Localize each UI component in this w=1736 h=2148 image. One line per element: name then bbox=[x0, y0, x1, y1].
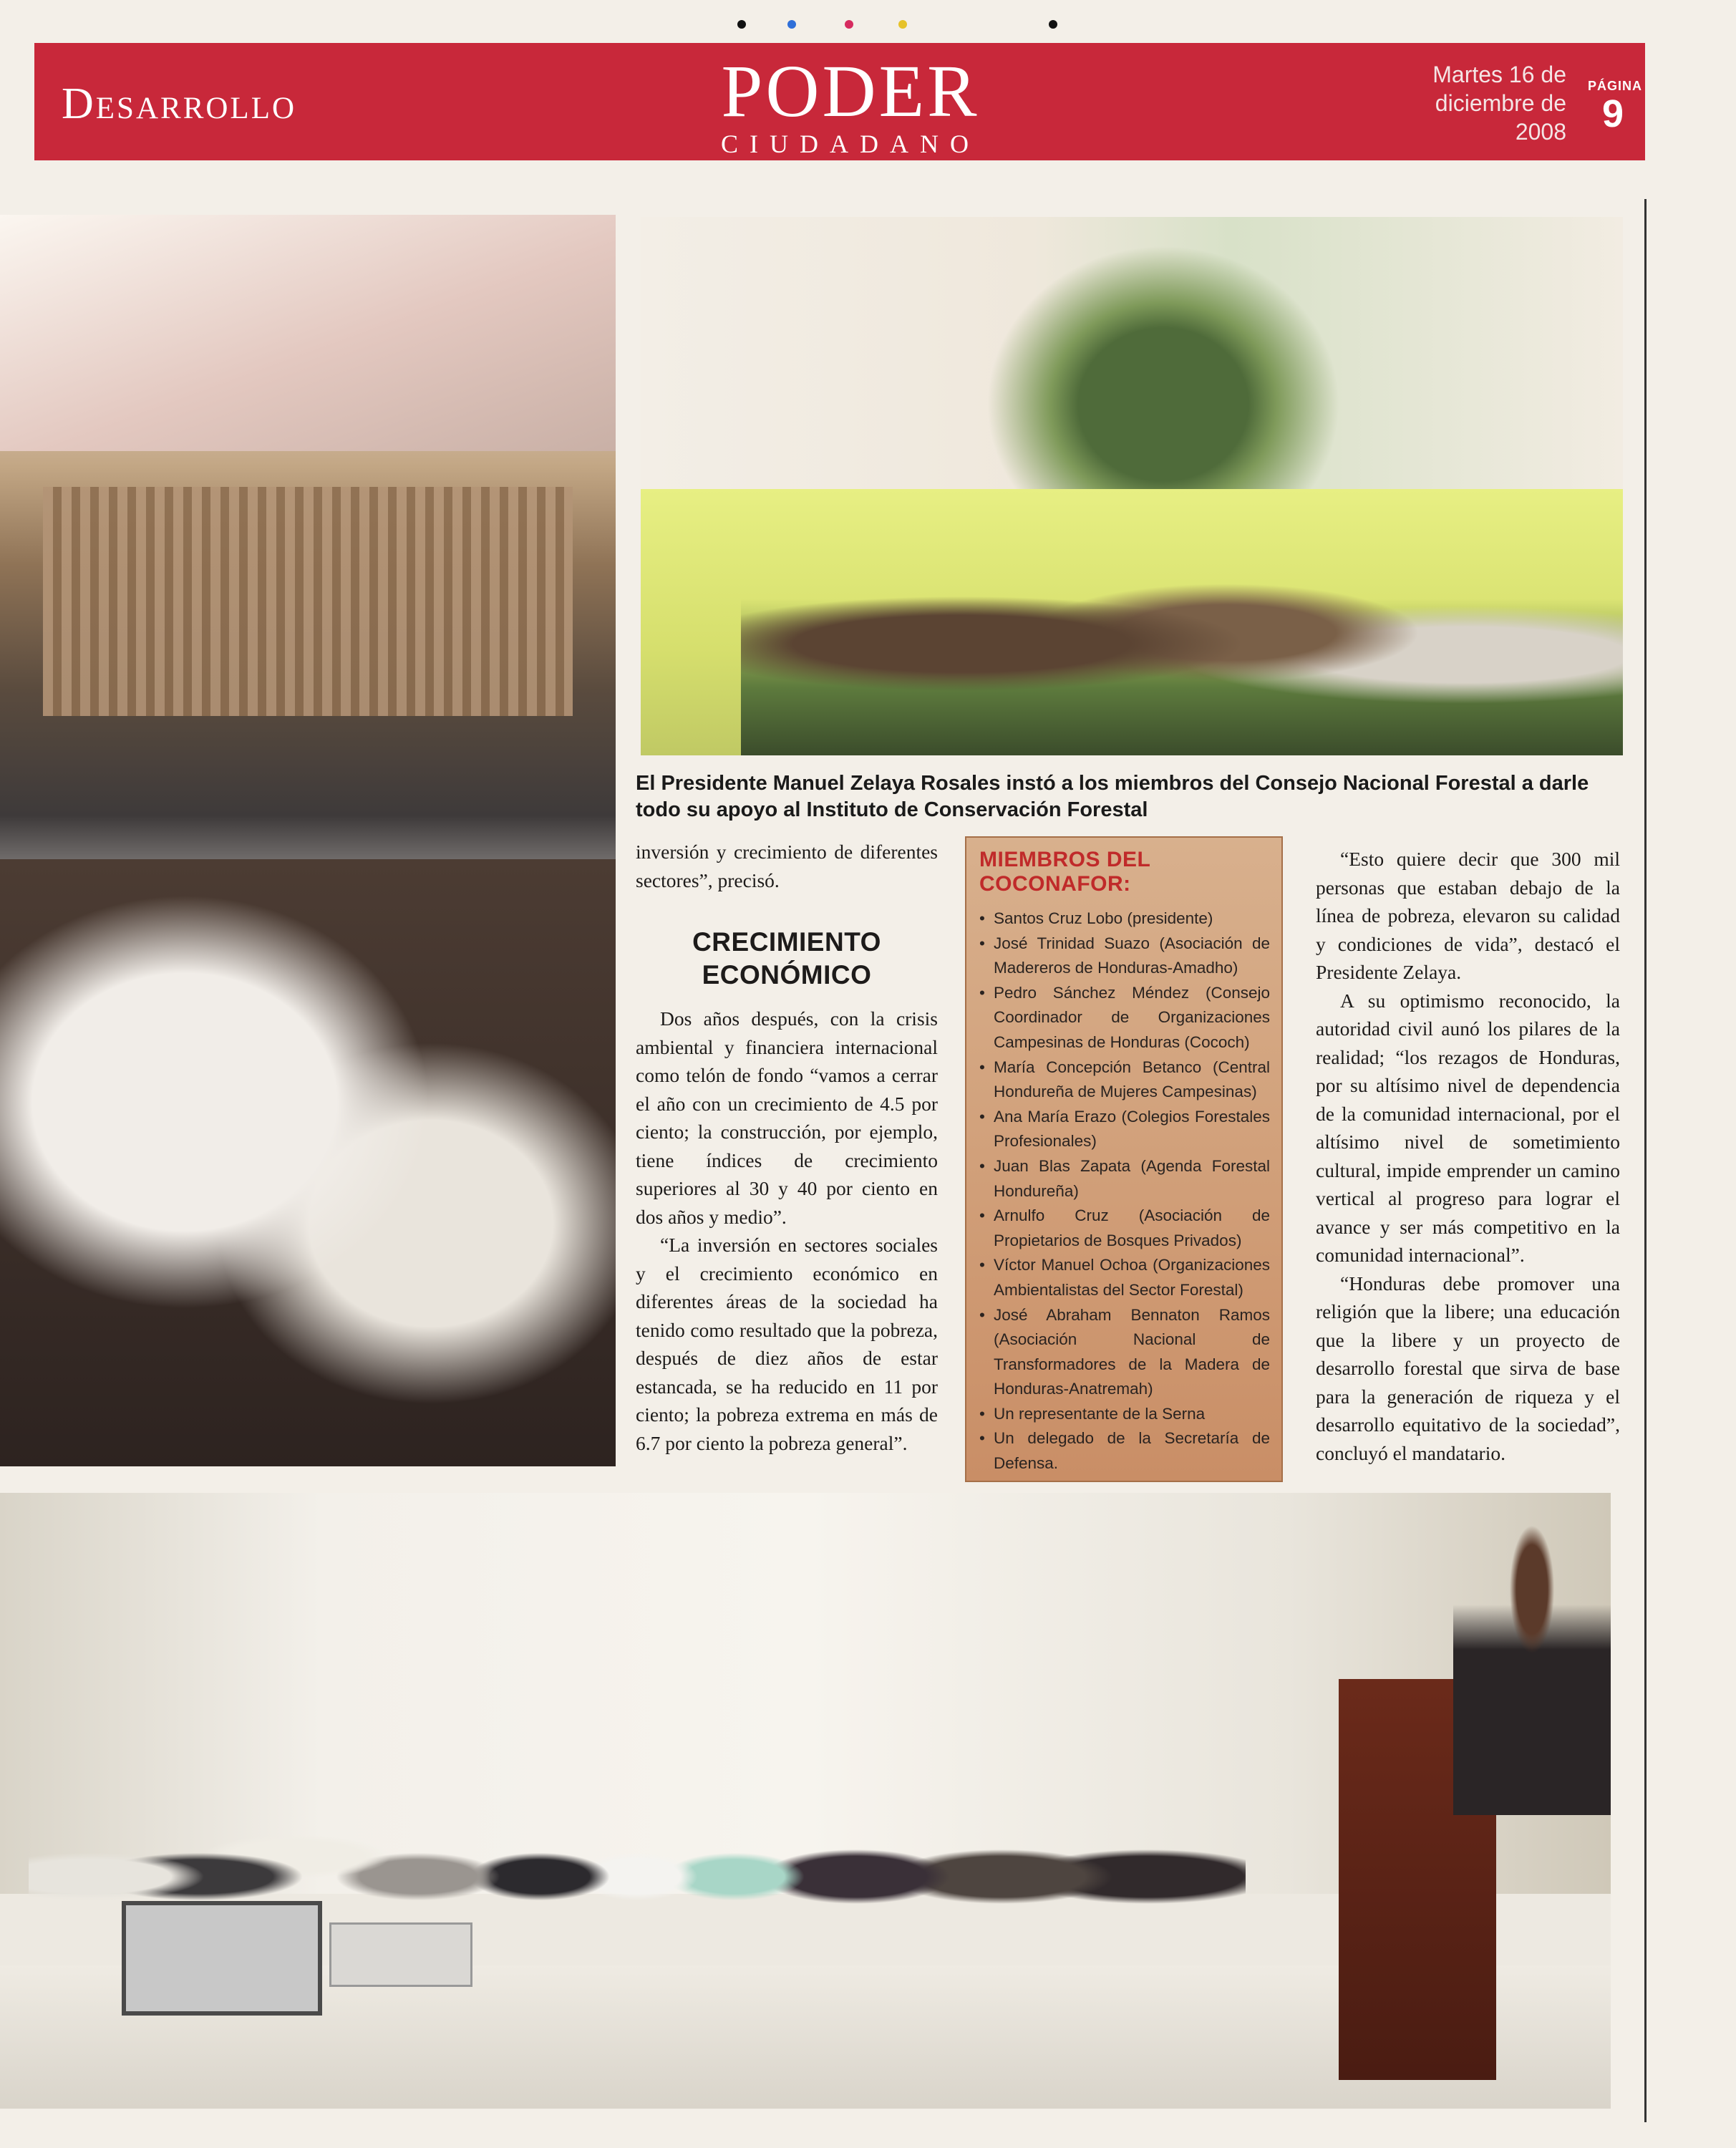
article-column-1 bbox=[636, 838, 938, 1457]
reg-dot bbox=[845, 20, 853, 29]
list-item: • María Concepción Betanco (Central Hondureña de Mujeres Campesinas) bbox=[979, 1055, 1270, 1105]
list-item: • Víctor Manuel Ochoa (Organizaciones Ambientalistas del Sector Forestal) bbox=[979, 1253, 1270, 1302]
section-title: Desarrollo bbox=[62, 79, 297, 128]
reg-dot bbox=[898, 20, 907, 29]
dateline bbox=[1416, 60, 1566, 146]
list-item: • José Trinidad Suazo (Asociación de Madereros de Honduras-Amadho) bbox=[979, 932, 1270, 981]
page-header bbox=[34, 43, 1645, 160]
logo-sub: CIUDADANO bbox=[721, 130, 980, 158]
page-label: PÁGINA bbox=[1588, 79, 1643, 93]
head-table-photo bbox=[641, 217, 1623, 755]
list-item: • Juan Blas Zapata (Agenda Forestal Hondureña) bbox=[979, 1154, 1270, 1204]
logo-main: PODER bbox=[721, 50, 980, 132]
list-item: • Ana María Erazo (Colegios Forestales Profesionales) bbox=[979, 1105, 1270, 1154]
paragraph: “Honduras debe promover una religión que la libere; una educación que la libere y un proyecto de desarrollo forestal que sirva de base para la generación de riqueza y el desarrollo equitativo de la sociedad”, concluyó el mandatario. bbox=[1316, 1272, 1620, 1464]
reg-dot bbox=[1049, 20, 1057, 29]
paragraph: Dos años después, con la crisis ambiental y financiera internacional como telón de fondo “vamos a cerrar el año con un crecimiento de 4.5 por ciento; la construcción, por ejemplo, tiene índices de crecimiento superiores al 30 y 40 por ciento en dos años y medio”. bbox=[636, 1007, 938, 1228]
audience-photo bbox=[0, 215, 616, 1466]
list-item: • Un delegado de la Secretaría de Defensa. bbox=[979, 1426, 1270, 1476]
sidebar-title: MIEMBROS DEL COCONAFOR: bbox=[979, 848, 1150, 896]
page-number: 9 bbox=[1601, 92, 1624, 135]
list-item: • Pedro Sánchez Méndez (Consejo Coordinador de Organizaciones Campesinas de Honduras (Cococh) bbox=[979, 981, 1270, 1055]
paragraph: A su optimismo reconocido, la autoridad civil aunó los pilares de la realidad; “los rezagos de Honduras, por su altísimo nivel de dependencia de la comunidad internacional, por el altísimo nivel de sometimiento cultural, impide emprender un camino vertical al progreso para lograr el avance y ser más competitivo en la comunidad internacional”. bbox=[1316, 989, 1620, 1266]
members-sidebar bbox=[965, 836, 1283, 1482]
paragraph: “Esto quiere decir que 300 mil personas que estaban debajo de la línea de pobreza, elevaron su calidad y condiciones de vida”, destacó el Presidente Zelaya. bbox=[1316, 848, 1620, 983]
list-item: • Arnulfo Cruz (Asociación de Propietarios de Bosques Privados) bbox=[979, 1204, 1270, 1253]
date-line-2: diciembre de bbox=[1435, 90, 1566, 116]
newspaper-logo bbox=[700, 50, 1001, 159]
list-item: • José Abraham Bennaton Ramos (Asociación Nacional de Transformadores de la Madera de Honduras-Anatremah) bbox=[979, 1303, 1270, 1402]
paragraph: “La inversión en sectores sociales y el crecimiento económico en diferentes áreas de la sociedad ha tenido como resultado que la pobreza, después de diez años de estar estancada, se ha reducido en 11 por ciento; la pobreza extrema en más de 6.7 por ciento la pobreza general”. bbox=[636, 1234, 938, 1454]
photo-caption: El Presidente Manuel Zelaya Rosales instó a los miembros del Consejo Nacional Forestal a darle todo su apoyo al Instituto de Conservación Forestal bbox=[636, 772, 1589, 821]
subhead bbox=[636, 926, 938, 992]
date-line-1: Martes 16 de bbox=[1432, 62, 1566, 87]
reg-dot bbox=[787, 20, 796, 29]
article-column-3 bbox=[1316, 845, 1620, 1467]
registration-marks bbox=[737, 20, 1081, 34]
list-item: • Santos Cruz Lobo (presidente) bbox=[979, 906, 1270, 932]
lead-paragraph: inversión y crecimiento de diferentes sectores”, precisó. bbox=[636, 841, 938, 891]
list-item: • Un representante de la Serna bbox=[979, 1402, 1270, 1427]
members-list bbox=[979, 906, 1270, 1476]
date-line-3: 2008 bbox=[1515, 119, 1566, 145]
page-number-box bbox=[1588, 79, 1643, 135]
subhead-line-2: ECONÓMICO bbox=[702, 960, 872, 990]
subhead-line-1: CRECIMIENTO bbox=[692, 927, 881, 957]
swearing-in-photo bbox=[0, 1493, 1611, 2109]
reg-dot bbox=[737, 20, 746, 29]
